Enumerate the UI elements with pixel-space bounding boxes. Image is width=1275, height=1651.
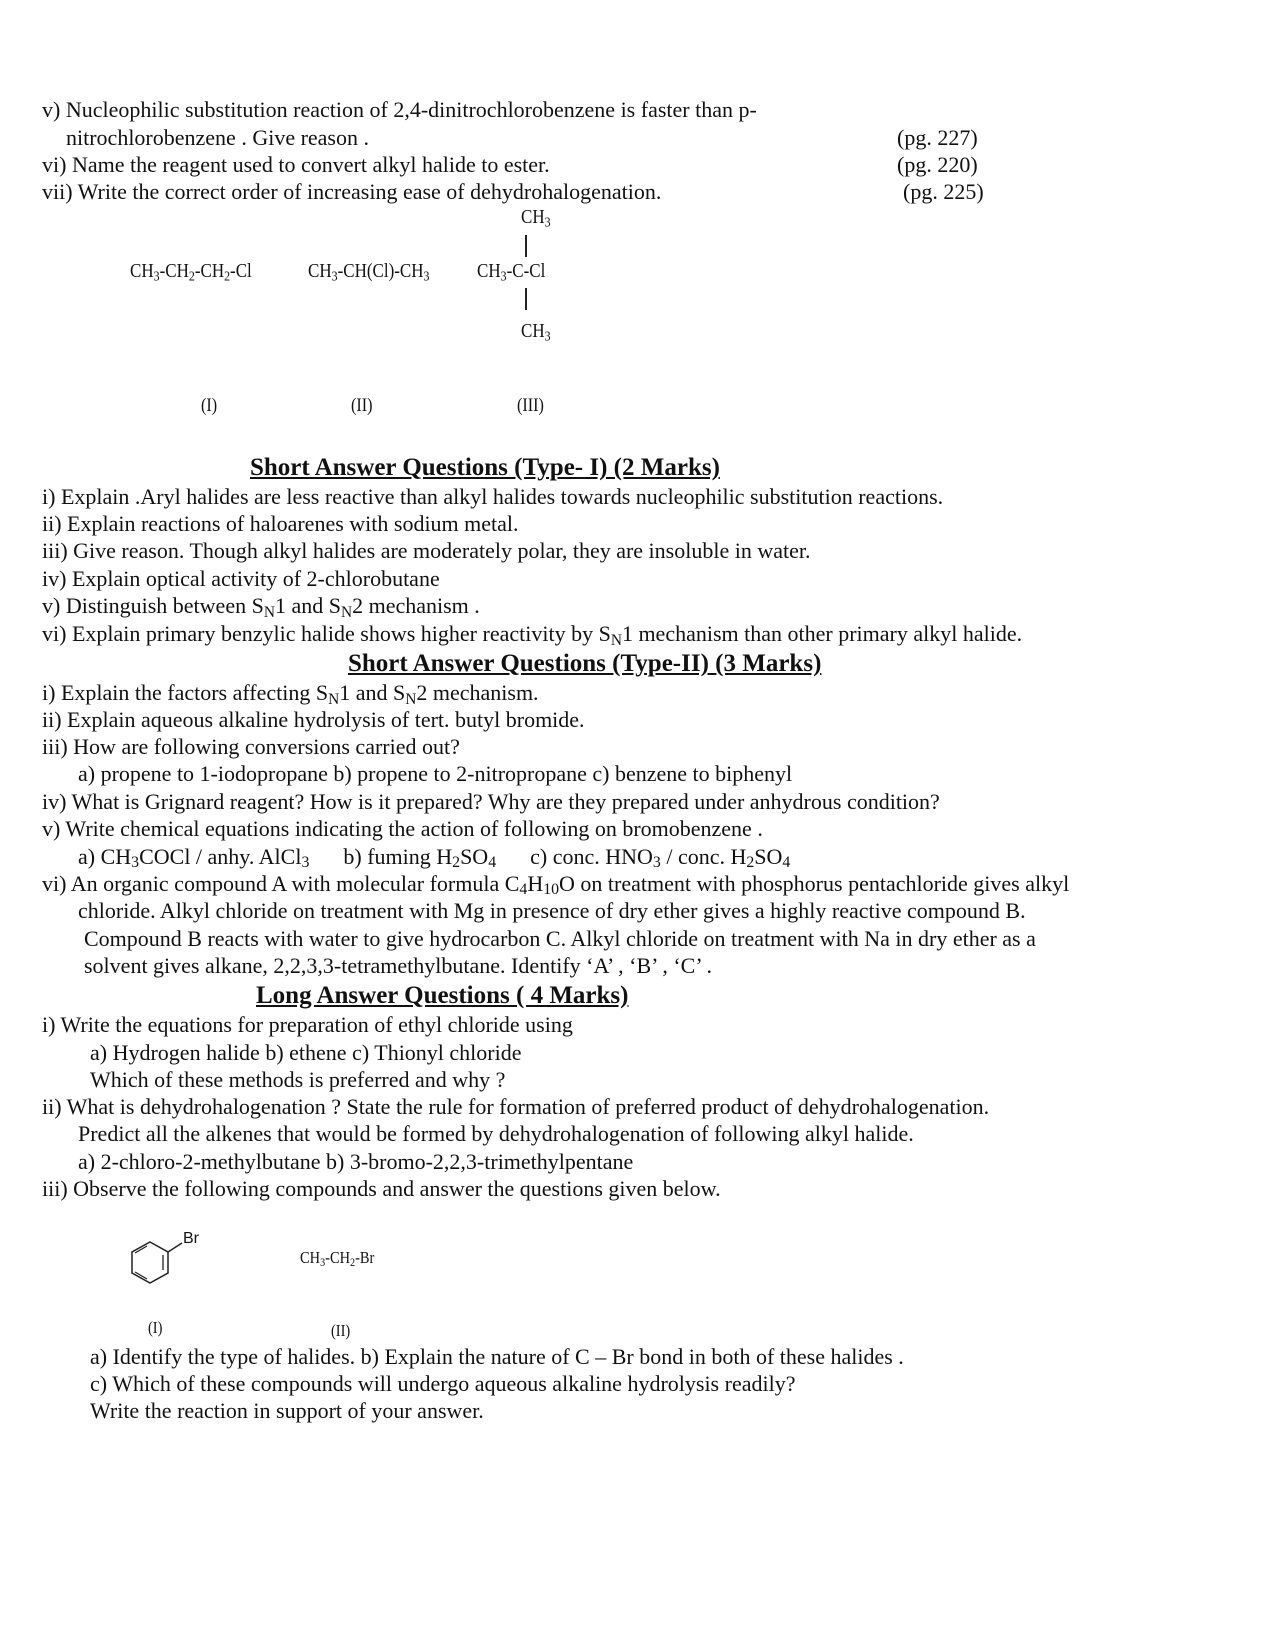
question-vi: vi) Name the reagent used to convert alkyl halide to ester. <box>42 152 550 177</box>
la-question-i-options: a) Hydrogen halide b) ethene c) Thionyl chloride <box>90 1040 522 1065</box>
compound-iii-top-methyl: $CH_3$ <box>521 206 551 231</box>
la-question-i-followup: Which of these methods is preferred and why ? <box>90 1067 506 1092</box>
sa1-question-vi: vi) Explain primary benzylic halide shows higher reactivity by $S_N1$ mechanism than other primary alkyl halide. <box>42 621 1023 649</box>
page-ref-vi: (pg. 220) <box>897 152 978 177</box>
compound-i-formula: $CH_3-CH_2-CH_2-Cl$ <box>130 260 252 285</box>
bromobenzene-br-label: Br <box>183 1230 199 1247</box>
sa2-question-iv: iv) What is Grignard reagent? How is it prepared? Why are they prepared under anhydrous condition? <box>42 789 940 814</box>
sa2-question-vi-line3: Compound B reacts with water to give hydrocarbon C. Alkyl chloride on treatment with Na in dry ether as a <box>84 926 1036 951</box>
section-heading-short-answer-1: Short Answer Questions (Type- I) (2 Marks) <box>250 454 720 481</box>
la-question-iii-a: a) Identify the type of halides. b) Explain the nature of C – Br bond in both of these halides . <box>90 1344 904 1369</box>
sa2-question-vi-line1: vi) An organic compound A with molecular formula C4H10O on treatment with phosphorus pentachloride gives alkyl <box>42 871 1070 899</box>
compound-iii-label: (III) <box>517 395 544 416</box>
sa2-question-iii-options: a) propene to 1-iodopropane b) propene to 2-nitropropane c) benzene to biphenyl <box>78 761 793 786</box>
bromoethane-formula: $CH_3-CH_2-Br$ <box>300 1248 375 1269</box>
la-question-iii: iii) Observe the following compounds and answer the questions given below. <box>42 1176 721 1201</box>
compound-iii-bond-top <box>525 235 527 257</box>
sa1-question-ii: ii) Explain reactions of haloarenes with sodium metal. <box>42 511 519 536</box>
la-question-ii-options: a) 2-chloro-2-methylbutane b) 3-bromo-2,2,3-trimethylpentane <box>78 1149 634 1174</box>
compound-iii-bond-bottom <box>525 288 527 310</box>
la-question-ii-line2: Predict all the alkenes that would be formed by dehydrohalogenation of following alkyl halide. <box>78 1121 914 1146</box>
question-vii: vii) Write the correct order of increasing ease of dehydrohalogenation. <box>42 179 662 204</box>
sa1-question-iv: iv) Explain optical activity of 2-chlorobutane <box>42 566 440 591</box>
compound-ii-formula: $CH_3-CH(Cl)-CH_3$ <box>308 260 430 285</box>
la-question-iii-c: c) Which of these compounds will undergo aqueous alkaline hydrolysis readily? <box>90 1371 796 1396</box>
la-compound-ii-label: (II) <box>331 1321 351 1340</box>
sa1-question-i: i) Explain .Aryl halides are less reactive than alkyl halides towards nucleophilic substitution reactions. <box>42 484 944 509</box>
sa2-question-vi-line4: solvent gives alkane, 2,2,3,3-tetramethylbutane. Identify ‘A’ , ‘B’ , ‘C’ . <box>84 953 713 978</box>
compound-ii-label: (II) <box>351 395 373 416</box>
sa2-question-v: v) Write chemical equations indicating the action of following on bromobenzene . <box>42 816 763 841</box>
compound-iii-bottom-methyl: $CH_3$ <box>521 320 551 345</box>
sa2-question-vi-line2: chloride. Alkyl chloride on treatment with Mg in presence of dry ether gives a highly reactive compound B. <box>78 898 1026 923</box>
sa1-question-v: v) Distinguish between $S_N1$ and $S_N2$ mechanism . <box>42 593 480 621</box>
sa2-question-iii: iii) How are following conversions carried out? <box>42 734 460 759</box>
sa2-question-v-options: a) CH3COCl / anhy. AlCl3 b) fuming H2SO4 c) conc. HNO3 / conc. H2SO4 <box>78 844 791 872</box>
sa2-question-i: i) Explain the factors affecting $S_N1$ and $S_N2$ mechanism. <box>42 680 539 708</box>
compound-iii-center: $CH_3-C-Cl$ <box>477 260 546 285</box>
page-ref-vii: (pg. 225) <box>903 179 984 204</box>
compound-i-label: (I) <box>201 395 218 416</box>
la-compound-i-label: (I) <box>148 1318 163 1337</box>
la-question-iii-d: Write the reaction in support of your answer. <box>90 1398 484 1423</box>
sa1-question-iii: iii) Give reason. Though alkyl halides are moderately polar, they are insoluble in water. <box>42 538 811 563</box>
question-v-line2: nitrochlorobenzene . Give reason . <box>66 125 369 150</box>
question-v-line1: v) Nucleophilic substitution reaction of 2,4-dinitrochlorobenzene is faster than p- <box>42 97 757 122</box>
sa2-question-ii: ii) Explain aqueous alkaline hydrolysis of tert. butyl bromide. <box>42 707 585 732</box>
section-heading-long-answer: Long Answer Questions ( 4 Marks) <box>256 982 629 1009</box>
la-question-ii-line1: ii) What is dehydrohalogenation ? State the rule for formation of preferred product of dehydrohalogenation. <box>42 1094 990 1119</box>
la-question-i: i) Write the equations for preparation of ethyl chloride using <box>42 1012 573 1037</box>
section-heading-short-answer-2: Short Answer Questions (Type-II) (3 Marks) <box>348 650 822 677</box>
page-ref-v: (pg. 227) <box>897 125 978 150</box>
